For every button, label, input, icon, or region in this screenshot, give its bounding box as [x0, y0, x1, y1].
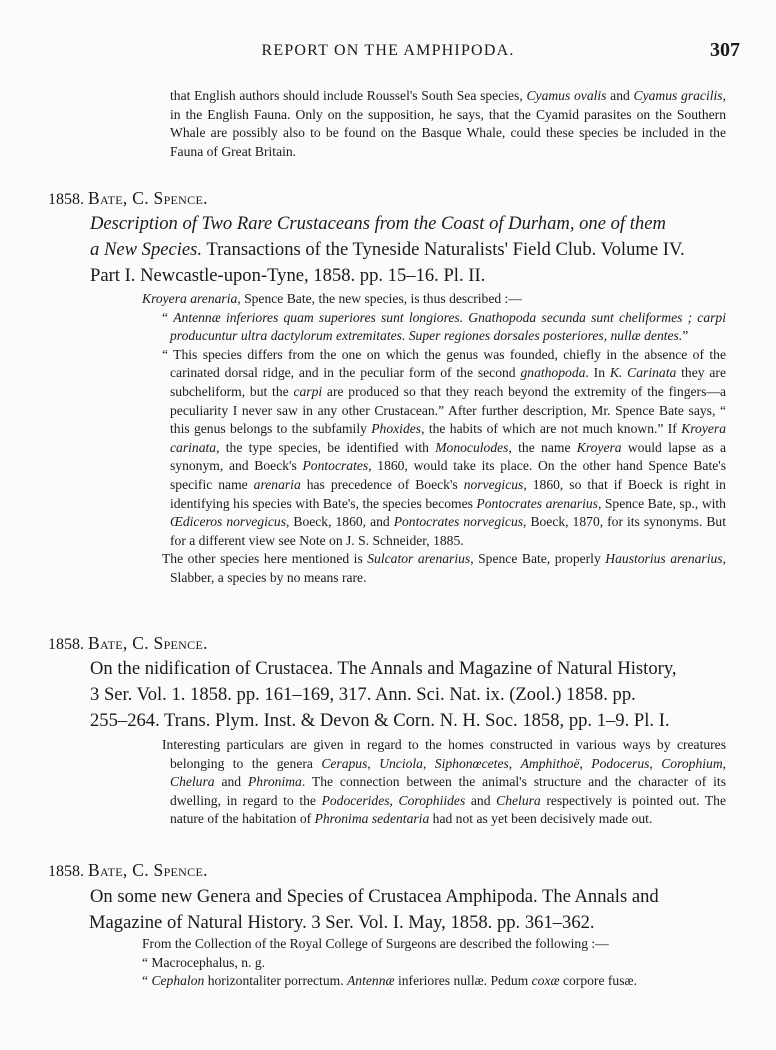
- entry-1-body-p4: The other species here mentioned is Sulcator arenarius, Spence Bate, properly Haustorius arenarius, Slabber, a species by no means rare.: [162, 551, 726, 585]
- entry-2-title-line: On the nidification of Crustacea. The Annals and Magazine of Natural History,: [90, 658, 677, 679]
- entry-3-body-p3: “ Cephalon horizontaliter porrectum. Antennæ inferiores nullæ. Pedum coxæ corpore fusæ.: [142, 973, 637, 989]
- entry-1-title-line: Description of Two Rare Crustaceans from the Coast of Durham, one of them: [90, 213, 666, 234]
- entry-2-year: 1858.: [48, 636, 84, 653]
- entry-1-title-line: a New Species. Transactions of the Tyneside Naturalists' Field Club. Volume IV.: [90, 239, 685, 261]
- entry-3-body-p2: “ Macrocephalus, n. g.: [142, 954, 266, 970]
- entry-1-title: [90, 211, 728, 290]
- entry-2-title-line: 255–264. Trans. Plym. Inst. & Devon & Corn. N. H. Soc. 1858, pp. 1–9. Pl. I.: [90, 710, 670, 732]
- entry-3-year: 1858.: [48, 863, 84, 880]
- page-number: 307: [710, 39, 740, 61]
- entry-1-body-p3: “ This species differs from the one on which the genus was founded, chiefly in the absence of the carinated dorsal ridge, and in the peculiar form of the second gnathopoda. In K. Carinata they are subcheliform, but the carpi are produced so that they reach beyond the extremity of the fingers—a peculiarity I never saw in any other Crustacean.” After further description, Mr. Spence Bate says, “ this genus belongs to the subfamily Phoxides, the habits of which are not much known.” If Kroyera carinata, the type species, be identified with Monoculodes, the name Kroyera would lapse as a synonym, and Boeck's Pontocrates, 1860, would take its place. On the other hand Spence Bate's specific name arenaria has precedence of Boeck's norvegicus, 1860, so that if Boeck is right in identifying his species with Bate's, the species becomes Pontocrates arenarius, Spence Bate, sp., with Œdiceros norvegicus, Boeck, 1860, and Pontocrates norvegicus, Boeck, 1870, for its synonyms. But for a different view see Note on J. S. Schneider, 1885.: [162, 346, 727, 548]
- entry-3-title-line: On some new Genera and Species of Crustacea Amphipoda. The Annals and: [90, 886, 659, 907]
- entry-3-title-line: Magazine of Natural History. 3 Ser. Vol. I. May, 1858. pp. 361–362.: [89, 912, 595, 934]
- entry-2-body-p1: Interesting particulars are given in regard to the homes constructed in various ways by creatures belonging to the genera Cerapus, Unciola, Siphonœcetes, Amphithoë, Podocerus, Corophium, Chelura and Phronima. The connection between the animal's structure and the character of its dwelling, in regard to the Podocerides, Corophiides and Chelura respectively is pointed out. The nature of the habitation of Phronima sedentaria had not as yet been decisively made out.: [162, 737, 727, 827]
- entry-2-body: [142, 736, 726, 829]
- entry-2-title-line: 3 Ser. Vol. 1. 1858. pp. 161–169, 317. Ann. Sci. Nat. ix. (Zool.) 1858. pp.: [90, 684, 636, 706]
- entry-1-title-line: Part I. Newcastle-upon-Tyne, 1858. pp. 15–16. Pl. II.: [90, 265, 486, 287]
- entry-1-body-p1: Kroyera arenaria, Spence Bate, the new species, is thus described :—: [142, 291, 522, 306]
- entry-3-author: Bate, C. Spence.: [88, 860, 208, 880]
- entry-1-body: [142, 290, 726, 588]
- entry-2-heading: [48, 633, 208, 655]
- entry-1-body-p2: “ Antennæ inferiores quam superiores sunt longiores. Gnathopoda secunda sunt cheliformes ; carpi producuntur ultra dactylorum extremitates. Super regiones dorsales posteriores, nullæ dentes.”: [162, 309, 726, 344]
- entry-1-heading: [48, 188, 208, 210]
- intro-paragraph: that English authors should include Roussel's South Sea species, Cyamus ovalis and Cyamus gracilis, in the English Fauna. Only on the supposition, he says, that the Cyamid parasites on the Southern Whale are possibly also to be found on the Basque Whale, could these species be included in the Fauna of Great Britain.: [170, 88, 726, 159]
- page-header-title: REPORT ON THE AMPHIPODA.: [261, 42, 515, 59]
- entry-3-body-p1: From the Collection of the Royal College of Surgeons are described the following :—: [142, 936, 609, 951]
- entry-3-heading: [48, 860, 208, 882]
- entry-3-title: [90, 884, 728, 936]
- entry-1-author: Bate, C. Spence.: [88, 188, 208, 208]
- entry-2-author: Bate, C. Spence.: [88, 633, 208, 653]
- entry-3-body: [142, 935, 726, 991]
- entry-2-title: [90, 656, 728, 735]
- entry-1-year: 1858.: [48, 191, 84, 208]
- running-header: [0, 39, 776, 64]
